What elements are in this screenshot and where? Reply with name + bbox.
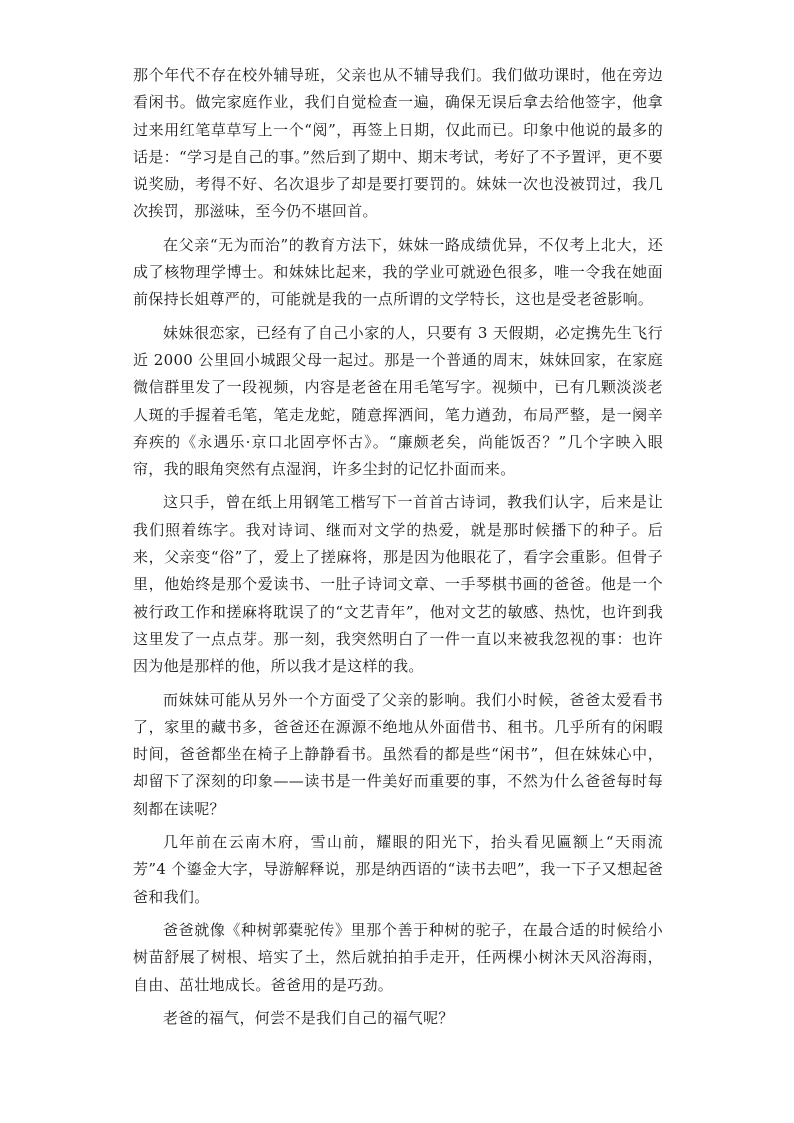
paragraph-3: 妹妹很恋家，已经有了自己小家的人，只要有 3 天假期，必定携先生飞行近 2000 公里回小城跟父母一起过。那是一个普通的周末，妹妹回家，在家庭微信群里发了一段视频，内容是老爸在用毛笔写字。视频中，已有几颗淡淡老人斑的手握着毛笔，笔走龙蛇，随意挥洒间，笔力遒劲，布局严整，是一阕辛弃疾的《永遇乐·京口北固亭怀古》。“廉颇老矣，尚能饭否？”几个字映入眼帘，我的眼角突然有点湿润，许多尘封的记忆扑面而来。: [133, 323, 663, 479]
paragraph-1: 那个年代不存在校外辅导班，父亲也从不辅导我们。我们做功课时，他在旁边看闲书。做完家庭作业，我们自觉检查一遍，确保无误后拿去给他签字，他拿过来用红笔草草写上一个“阅”，再签上日期，仅此而已。印象中他说的最多的话是：“学习是自己的事。”然后到了期中、期末考试，考好了不予置评，更不要说奖励，考得不好、名次退步了却是要打要罚的。妹妹一次也没被罚过，我几次挨罚，那滋味，至今仍不堪回首。: [133, 66, 663, 221]
paragraph-6: 几年前在云南木府，雪山前，耀眼的阳光下，抬头看见匾额上“天雨流芳”4 个鎏金大字，导游解释说，那是纳西语的“读书去吧”，我一下子又想起爸爸和我们。: [133, 833, 663, 906]
paragraph-8: 老爸的福气，何尝不是我们自己的福气呢？: [163, 1008, 454, 1027]
essay-body: [133, 62, 663, 1038]
paragraph-2: 在父亲“无为而治”的教育方法下，妹妹一路成绩优异，不仅考上北大，还成了核物理学博士。和妹妹比起来，我的学业可就逊色很多，唯一令我在她面前保持长姐尊严的，可能就是我的一点所谓的文学特长，这也是受老爸影响。: [133, 235, 663, 309]
paragraph-7: 爸爸就像《种树郭橐驼传》里那个善于种树的驼子，在最合适的时候给小树苗舒展了树根、培实了土，然后就拍拍手走开，任两棵小树沐天风浴海雨，自由、茁壮地成长。爸爸用的是巧劲。: [133, 920, 663, 994]
paragraph-5: 而妹妹可能从另外一个方面受了父亲的影响。我们小时候，爸爸太爱看书了，家里的藏书多，爸爸还在源源不绝地从外面借书、租书。几乎所有的闲暇时间，爸爸都坐在椅子上静静看书。虽然看的都是些“闲书”，但在妹妹心中，却留下了深刻的印象——读书是一件美好而重要的事，不然为什么爸爸每时每刻都在读呢？: [133, 690, 663, 818]
paragraph-4: 这只手，曾在纸上用钢笔工楷写下一首首古诗词，教我们认字，后来是让我们照着练字。我对诗词、继而对文学的热爱，就是那时候播下的种子。后来，父亲变“俗”了，爱上了搓麻将，那是因为他眼花了，看字会重影。但骨子里，他始终是那个爱读书、一肚子诗词文章、一手琴棋书画的爸爸。他是一个被行政工作和搓麻将耽误了的“文艺青年”，他对文艺的敏感、热忱，也许到我这里发了一点点芽。那一刻，我突然明白了一件一直以来被我忽视的事：也许因为他是那样的他，所以我才是这样的我。: [133, 493, 663, 676]
